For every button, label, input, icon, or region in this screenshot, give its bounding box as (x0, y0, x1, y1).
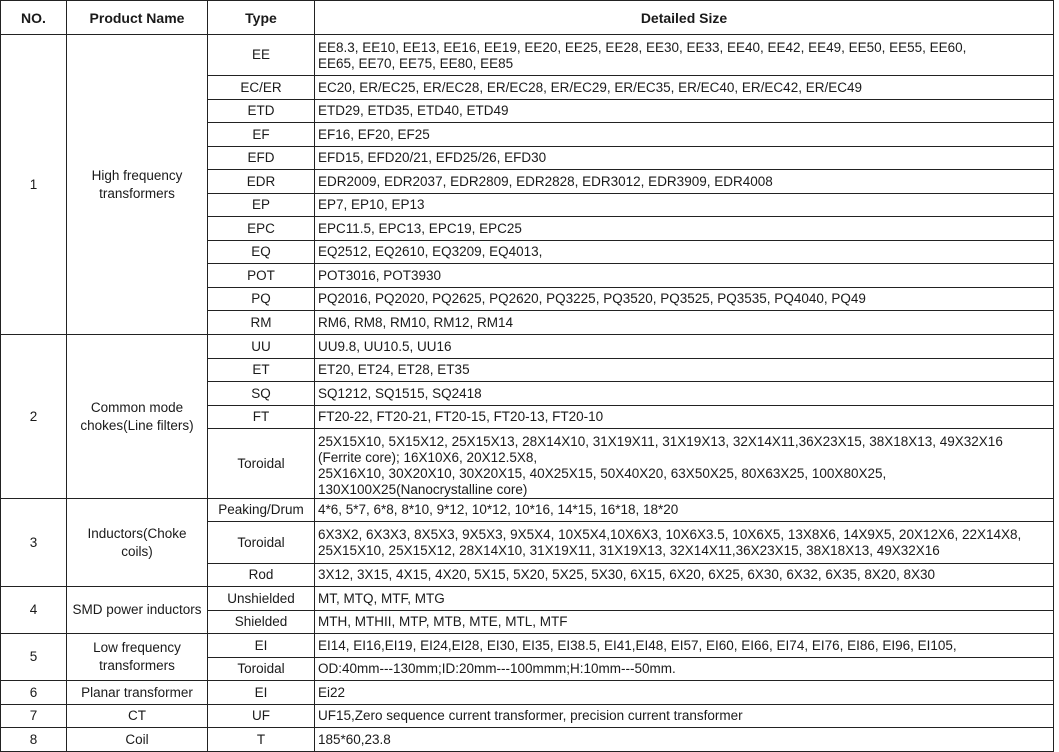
detailed-size: 3X12, 3X15, 4X15, 4X20, 5X15, 5X20, 5X25, 5X30, 6X15, 6X20, 6X25, 6X30, 6X32, 6X35, 8X20, 8X30 (315, 564, 1054, 587)
detailed-size: UU9.8, UU10.5, UU16 (315, 335, 1054, 359)
detailed-size-line: 25X16X10, 30X20X10, 30X20X15, 40X25X15, 50X40X20, 63X50X25, 80X63X25, 100X80X25, (318, 466, 887, 481)
table-row (1, 587, 1054, 611)
detailed-size: POT3016, POT3930 (315, 264, 1054, 288)
product-type: Toroidal (208, 658, 315, 681)
detailed-size: EC20, ER/EC25, ER/EC28, ER/EC28, ER/EC29, ER/EC35, ER/EC40, ER/EC42, ER/EC49 (315, 76, 1054, 100)
product-name: CT (67, 705, 208, 728)
detailed-size: RM6, RM8, RM10, RM12, RM14 (315, 311, 1054, 335)
detailed-size: FT20-22, FT20-21, FT20-15, FT20-13, FT20-10 (315, 406, 1054, 429)
product-type: Shielded (208, 611, 315, 634)
detailed-size: EFD15, EFD20/21, EFD25/26, EFD30 (315, 147, 1054, 170)
detailed-size-line: 25X15X10, 25X15X12, 28X14X10, 31X19X11, 31X19X13, 32X14X11,36X23X15, 38X18X13, 49X32X16 (318, 543, 940, 558)
product-type: EI (208, 681, 315, 705)
product-type: EE (208, 35, 315, 76)
detailed-size (315, 429, 1054, 499)
product-type: ET (208, 359, 315, 382)
detailed-size: EPC11.5, EPC13, EPC19, EPC25 (315, 217, 1054, 241)
product-type: UU (208, 335, 315, 359)
detailed-size: EQ2512, EQ2610, EQ3209, EQ4013, (315, 241, 1054, 264)
detailed-size: MT, MTQ, MTF, MTG (315, 587, 1054, 611)
product-type: Unshielded (208, 587, 315, 611)
detailed-size: SQ1212, SQ1515, SQ2418 (315, 382, 1054, 406)
detailed-size: EP7, EP10, EP13 (315, 194, 1054, 217)
product-name: High frequency transformers (67, 35, 208, 335)
product-type: EPC (208, 217, 315, 241)
product-type: Rod (208, 564, 315, 587)
table-row (1, 681, 1054, 705)
product-type: ETD (208, 100, 315, 123)
product-name: Planar transformer (67, 681, 208, 705)
row-number: 8 (1, 728, 67, 752)
product-type: EI (208, 634, 315, 658)
product-type: RM (208, 311, 315, 335)
detailed-size-line: 25X15X10, 5X15X12, 25X15X13, 28X14X10, 31X19X11, 31X19X13, 32X14X11,36X23X15, 38X18X13, 49X32X16 (Ferrite core); 16X10X6, 20X12.5X8, (318, 434, 1003, 465)
table-body (1, 35, 1054, 752)
detailed-size: 185*60,23.8 (315, 728, 1054, 752)
row-number: 3 (1, 499, 67, 587)
product-name: SMD power inductors (67, 587, 208, 634)
product-type: EFD (208, 147, 315, 170)
detailed-size (315, 522, 1054, 564)
product-type: PQ (208, 288, 315, 311)
table-row (1, 705, 1054, 728)
detailed-size: UF15,Zero sequence current transformer, precision current transformer (315, 705, 1054, 728)
table-row (1, 335, 1054, 359)
row-number: 4 (1, 587, 67, 634)
product-type: POT (208, 264, 315, 288)
row-number: 5 (1, 634, 67, 681)
detailed-size-line: EE8.3, EE10, EE13, EE16, EE19, EE20, EE25, EE28, EE30, EE33, EE40, EE42, EE49, EE50, EE55, EE60, (318, 40, 967, 55)
product-name: Low frequency transformers (67, 634, 208, 681)
detailed-size: MTH, MTHII, MTP, MTB, MTE, MTL, MTF (315, 611, 1054, 634)
detailed-size: ETD29, ETD35, ETD40, ETD49 (315, 100, 1054, 123)
header-product-name: Product Name (67, 1, 208, 35)
product-type: Peaking/Drum (208, 499, 315, 522)
product-type: EQ (208, 241, 315, 264)
product-name: Common mode chokes(Line filters) (67, 335, 208, 499)
product-type: Toroidal (208, 429, 315, 499)
detailed-size: EDR2009, EDR2037, EDR2809, EDR2828, EDR3012, EDR3909, EDR4008 (315, 170, 1054, 194)
detailed-size: EF16, EF20, EF25 (315, 123, 1054, 147)
table-row (1, 634, 1054, 658)
product-name: Inductors(Choke coils) (67, 499, 208, 587)
product-type: FT (208, 406, 315, 429)
header-type: Type (208, 1, 315, 35)
header-detailed-size: Detailed Size (315, 1, 1054, 35)
detailed-size: Ei22 (315, 681, 1054, 705)
product-type: UF (208, 705, 315, 728)
table-row (1, 35, 1054, 76)
detailed-size-line: 130X100X25(Nanocrystalline core) (318, 482, 528, 497)
table-row (1, 499, 1054, 522)
row-number: 6 (1, 681, 67, 705)
header-no: NO. (1, 1, 67, 35)
product-type: SQ (208, 382, 315, 406)
product-type: T (208, 728, 315, 752)
detailed-size: ET20, ET24, ET28, ET35 (315, 359, 1054, 382)
row-number: 1 (1, 35, 67, 335)
detailed-size: EI14, EI16,EI19, EI24,EI28, EI30, EI35, EI38.5, EI41,EI48, EI57, EI60, EI66, EI74, EI76, EI86, EI96, EI105, (315, 634, 1054, 658)
product-name: Coil (67, 728, 208, 752)
product-type: Toroidal (208, 522, 315, 564)
detailed-size-line: 6X3X2, 6X3X3, 8X5X3, 9X5X3, 9X5X4, 10X5X4,10X6X3, 10X6X3.5, 10X6X5, 13X8X6, 14X9X5, 20X12X6, 22X14X8, (318, 527, 1022, 542)
table-row (1, 728, 1054, 752)
product-type: EP (208, 194, 315, 217)
detailed-size: OD:40mm---130mm;ID:20mm---100mmm;H:10mm---50mm. (315, 658, 1054, 681)
row-number: 7 (1, 705, 67, 728)
product-type: EF (208, 123, 315, 147)
product-type: EC/ER (208, 76, 315, 100)
detailed-size (315, 35, 1054, 76)
detailed-size: 4*6, 5*7, 6*8, 8*10, 9*12, 10*12, 10*16, 14*15, 16*18, 18*20 (315, 499, 1054, 522)
detailed-size: PQ2016, PQ2020, PQ2625, PQ2620, PQ3225, PQ3520, PQ3525, PQ3535, PQ4040, PQ49 (315, 288, 1054, 311)
row-number: 2 (1, 335, 67, 499)
product-type: EDR (208, 170, 315, 194)
header-row (1, 1, 1054, 35)
detailed-size-line: EE65, EE70, EE75, EE80, EE85 (318, 56, 514, 71)
